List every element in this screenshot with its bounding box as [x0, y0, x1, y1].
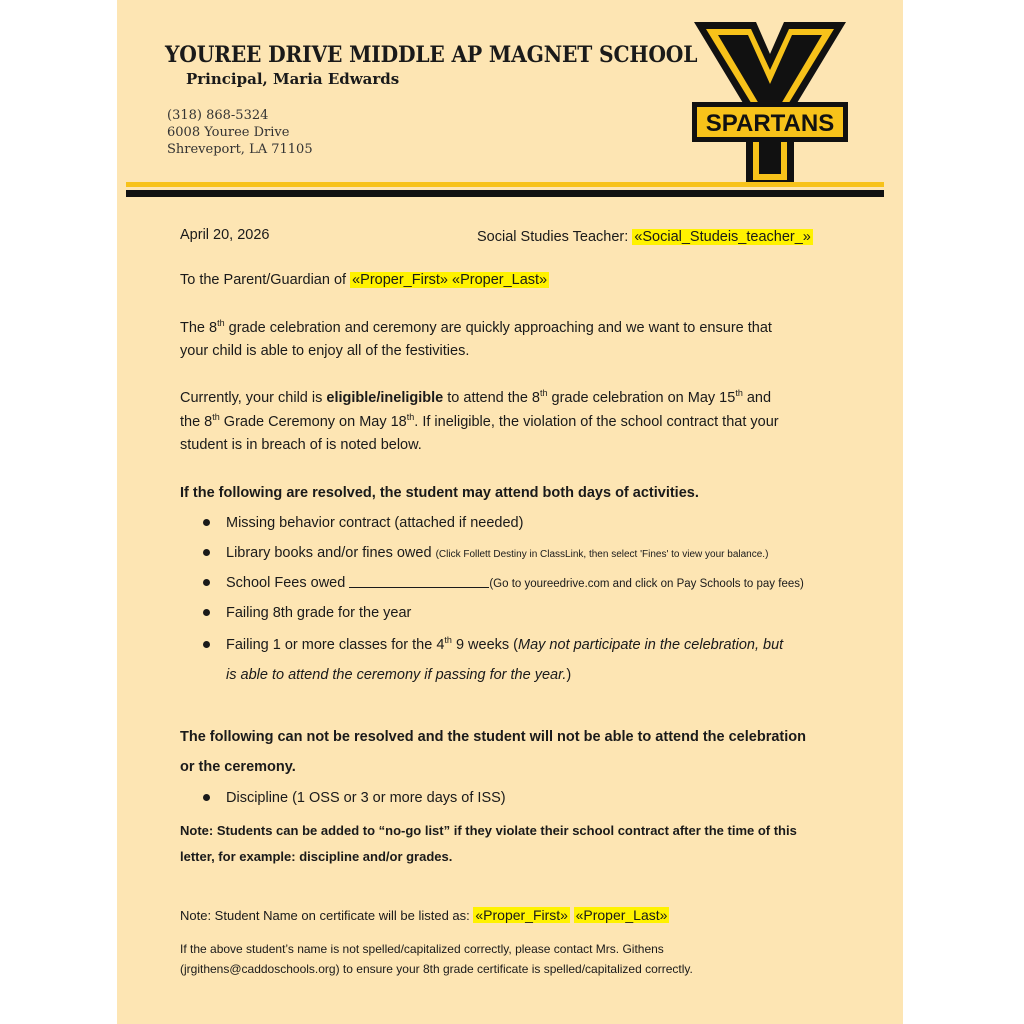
school-name: YOUREE DRIVE MIDDLE AP MAGNET SCHOOL	[165, 42, 698, 68]
header-rule-gold	[126, 182, 884, 187]
teacher-merge-field: «Social_Studeis_teacher_»	[634, 229, 811, 245]
certificate-first-field: «Proper_First»	[475, 907, 568, 923]
school-street: 6008 Youree Drive	[167, 125, 290, 140]
paragraph-1-line-1: The 8th grade celebration and ceremony are quickly approaching and we want to ensure that	[180, 318, 772, 336]
footer-line-2: (jrgithens@caddoschools.org) to ensure your 8th grade certificate is spelled/capitalized correctly.	[180, 962, 693, 976]
fees-note: (Go to youreedrive.com and click on Pay Schools to pay fees)	[489, 578, 804, 590]
bullet-dot	[203, 519, 210, 526]
header-rule-black	[126, 190, 884, 197]
eligibility-status: eligible/ineligible	[326, 390, 444, 406]
teacher-line	[477, 229, 813, 245]
resolvable-item-failing-year: Failing 8th grade for the year	[226, 605, 412, 621]
teacher-label: Social Studies Teacher:	[477, 229, 629, 245]
resolvable-item-behavior-contract: Missing behavior contract (attached if needed)	[226, 515, 524, 531]
fees-blank-line	[349, 575, 489, 588]
resolvable-item-library: Library books and/or fines owed (Click Follett Destiny in ClassLink, then select 'Fines' to view your balance.)	[226, 545, 769, 561]
school-phone: (318) 868-5324	[167, 108, 269, 123]
first-name-field: «Proper_First»	[352, 272, 448, 288]
footer-line-1: If the above student’s name is not spelled/capitalized correctly, please contact Mrs. Githens	[180, 942, 664, 956]
unresolvable-heading-line-2: or the ceremony.	[180, 759, 296, 775]
paragraph-2-line-2: the 8th Grade Ceremony on May 18th. If ineligible, the violation of the school contract that your	[180, 412, 779, 430]
bullet-dot	[203, 794, 210, 801]
resolvable-heading: If the following are resolved, the student may attend both days of activities.	[180, 485, 699, 501]
letter-date: April 20, 2026	[180, 227, 270, 243]
resolvable-item-school-fees: School Fees owed (Go to youreedrive.com and click on Pay Schools to pay fees)	[226, 575, 804, 591]
no-go-note-line-1: Note: Students can be added to “no-go list” if they violate their school contract after the time of this	[180, 823, 797, 838]
resolvable-item-failing-classes: Failing 1 or more classes for the 4th 9 weeks (May not participate in the celebration, but	[226, 635, 784, 653]
last-name-field: «Proper_Last»	[452, 272, 548, 288]
greeting	[180, 272, 549, 288]
principal-name: Principal, Maria Edwards	[186, 70, 400, 88]
certificate-name-note: Note: Student Name on certificate will be listed as: «Proper_First» «Proper_Last»	[180, 907, 668, 923]
bullet-dot	[203, 641, 210, 648]
certificate-last-field: «Proper_Last»	[575, 907, 668, 923]
logo-text: SPARTANS	[705, 110, 835, 137]
unresolvable-heading-line-1: The following can not be resolved and the student will not be able to attend the celebration	[180, 729, 806, 745]
unresolvable-item-discipline: Discipline (1 OSS or 3 or more days of ISS)	[226, 790, 506, 806]
no-go-note-line-2: letter, for example: discipline and/or grades.	[180, 849, 453, 864]
bullet-dot	[203, 609, 210, 616]
paragraph-2-line-3: student is in breach of is noted below.	[180, 437, 422, 453]
library-note: (Click Follett Destiny in ClassLink, then select 'Fines' to view your balance.)	[435, 549, 769, 560]
paragraph-1-line-2: your child is able to enjoy all of the festivities.	[180, 343, 470, 359]
bullet-dot	[203, 549, 210, 556]
paragraph-2-line-1: Currently, your child is eligible/ineligible to attend the 8th grade celebration on May 15th and	[180, 388, 772, 406]
school-city: Shreveport, LA 71105	[167, 142, 313, 157]
spartans-y-logo	[690, 20, 850, 188]
bullet-dot	[203, 579, 210, 586]
greeting-text: To the Parent/Guardian of	[180, 272, 347, 288]
resolvable-item-failing-classes-cont: is able to attend the ceremony if passing for the year.)	[226, 667, 572, 683]
